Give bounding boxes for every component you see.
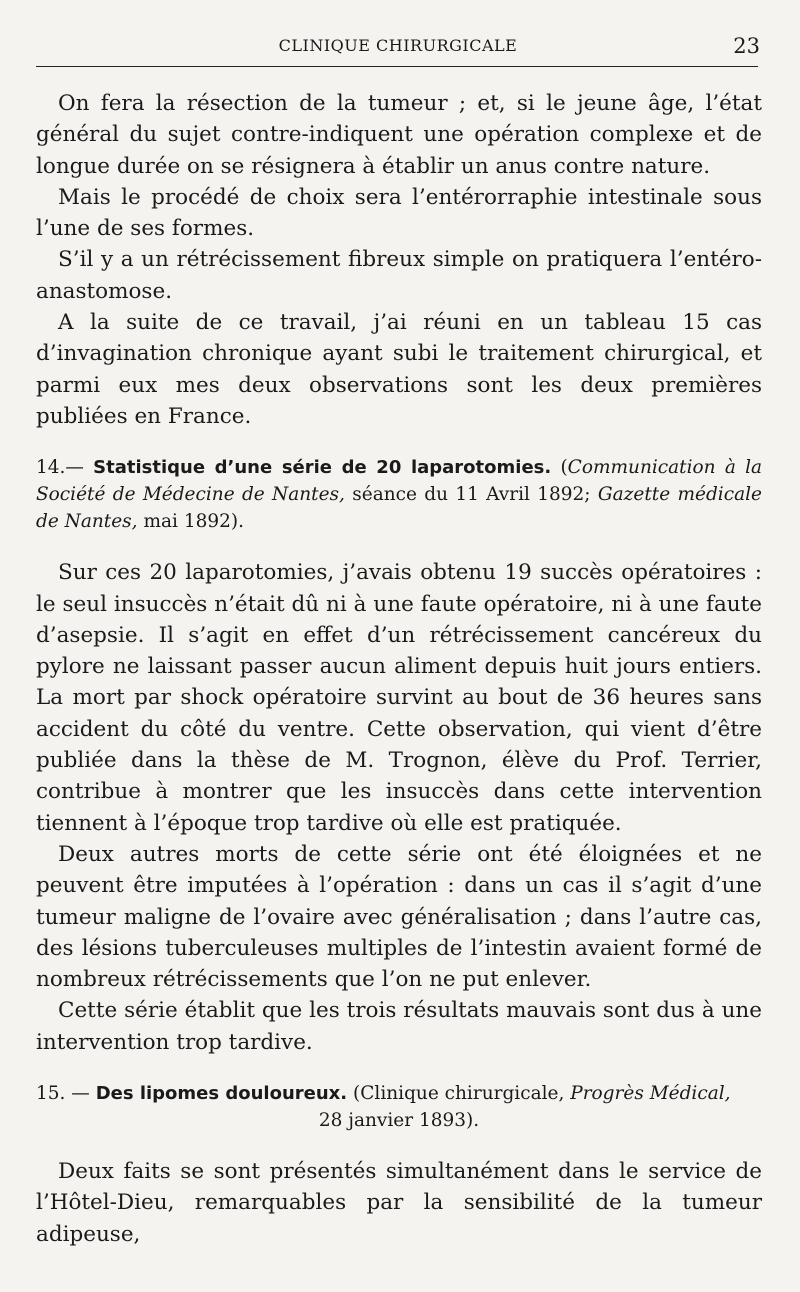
entry-journal: Gazette médicale de Nantes, xyxy=(36,484,762,533)
entry-journal: Communication à la Société de Médecine de Nantes, xyxy=(36,457,763,506)
entry-detail: (Clinique chirurgicale, xyxy=(353,1083,565,1105)
header-rule xyxy=(36,66,758,67)
paragraph-enterorraphie: Mais le procédé de choix sera l’entérorraphie intestinale sous l’une de ses formes. xyxy=(36,184,762,242)
entry-title: Des lipomes douloureux. xyxy=(95,1083,348,1105)
paragraph-deux-morts: Deux autres morts de cette série ont été éloignées et ne peuvent être imputées à l’opération : dans un cas il s’agit d’une tumeur maligne de l’ovaire avec généralisation ; dans l’autre cas, des lésions tuberculeuses multiples de l’intestin avaient formé de nombreux rétrécissements que l’on ne put enlever. xyxy=(36,841,762,993)
entry-title: Statistique d’une série de 20 laparotomies. xyxy=(93,457,552,479)
entry-journal: Progrès Médical, xyxy=(570,1083,731,1105)
entry-heading-15 xyxy=(36,1080,762,1134)
entry-detail: mai 1892). xyxy=(143,511,245,533)
paragraph-tableau: A la suite de ce travail, j’ai réuni en un tableau 15 cas d’invagination chronique ayant subi le traitement chirurgical, et parmi eux mes deux observations sont les deux premières publiées en France. xyxy=(36,310,762,429)
entry-heading-14 xyxy=(36,454,762,535)
running-head xyxy=(36,32,760,60)
entry-date: 28 janvier 1893). xyxy=(318,1110,480,1132)
page-body xyxy=(36,88,762,1250)
paragraph-resection: On fera la résection de la tumeur ; et, si le jeune âge, l’état général du sujet contre-indiquent une opération complexe et de longue durée on se résignera à établir un anus contre nature. xyxy=(36,91,762,179)
entry-paren: ( xyxy=(560,457,568,479)
entry-detail: séance du 11 Avril 1892; xyxy=(352,484,591,506)
paragraph-laparotomies: Sur ces 20 laparotomies, j’avais obtenu 19 succès opératoires : le seul insuccès n’était dû ni à une faute opératoire, ni à une faute d’asepsie. Il s’agit en effet d’un rétrécissement cancéreux du pylore ne laissant passer aucun aliment depuis huit jours entiers. La mort par shock opératoire survint au bout de 36 heures sans accident du côté du ventre. Cette observation, qui vient d’être publiée dans la thèse de M. Trognon, élève du Prof. Terrier, contribue à montrer que les insuccès dans cette intervention tiennent à l’époque trop tardive où elle est pratiquée. xyxy=(36,560,762,836)
paragraph-hotel-dieu: Deux faits se sont présentés simultanément dans le service de l’Hôtel-Dieu, remarquables par la sensibilité de la tumeur adipeuse, xyxy=(36,1159,762,1247)
entry-number: 15. — xyxy=(36,1083,90,1105)
paragraph-entero-anastomose: S’il y a un rétrécissement fibreux simple on pratiquera l’entéro-anastomose. xyxy=(36,247,762,304)
entry-number: 14.— xyxy=(36,457,84,479)
paragraph-conclusion: Cette série établit que les trois résultats mauvais sont dus à une intervention trop tardive. xyxy=(36,998,762,1055)
page-number: 23 xyxy=(733,34,760,58)
running-title: CLINIQUE CHIRURGICALE xyxy=(278,36,518,55)
